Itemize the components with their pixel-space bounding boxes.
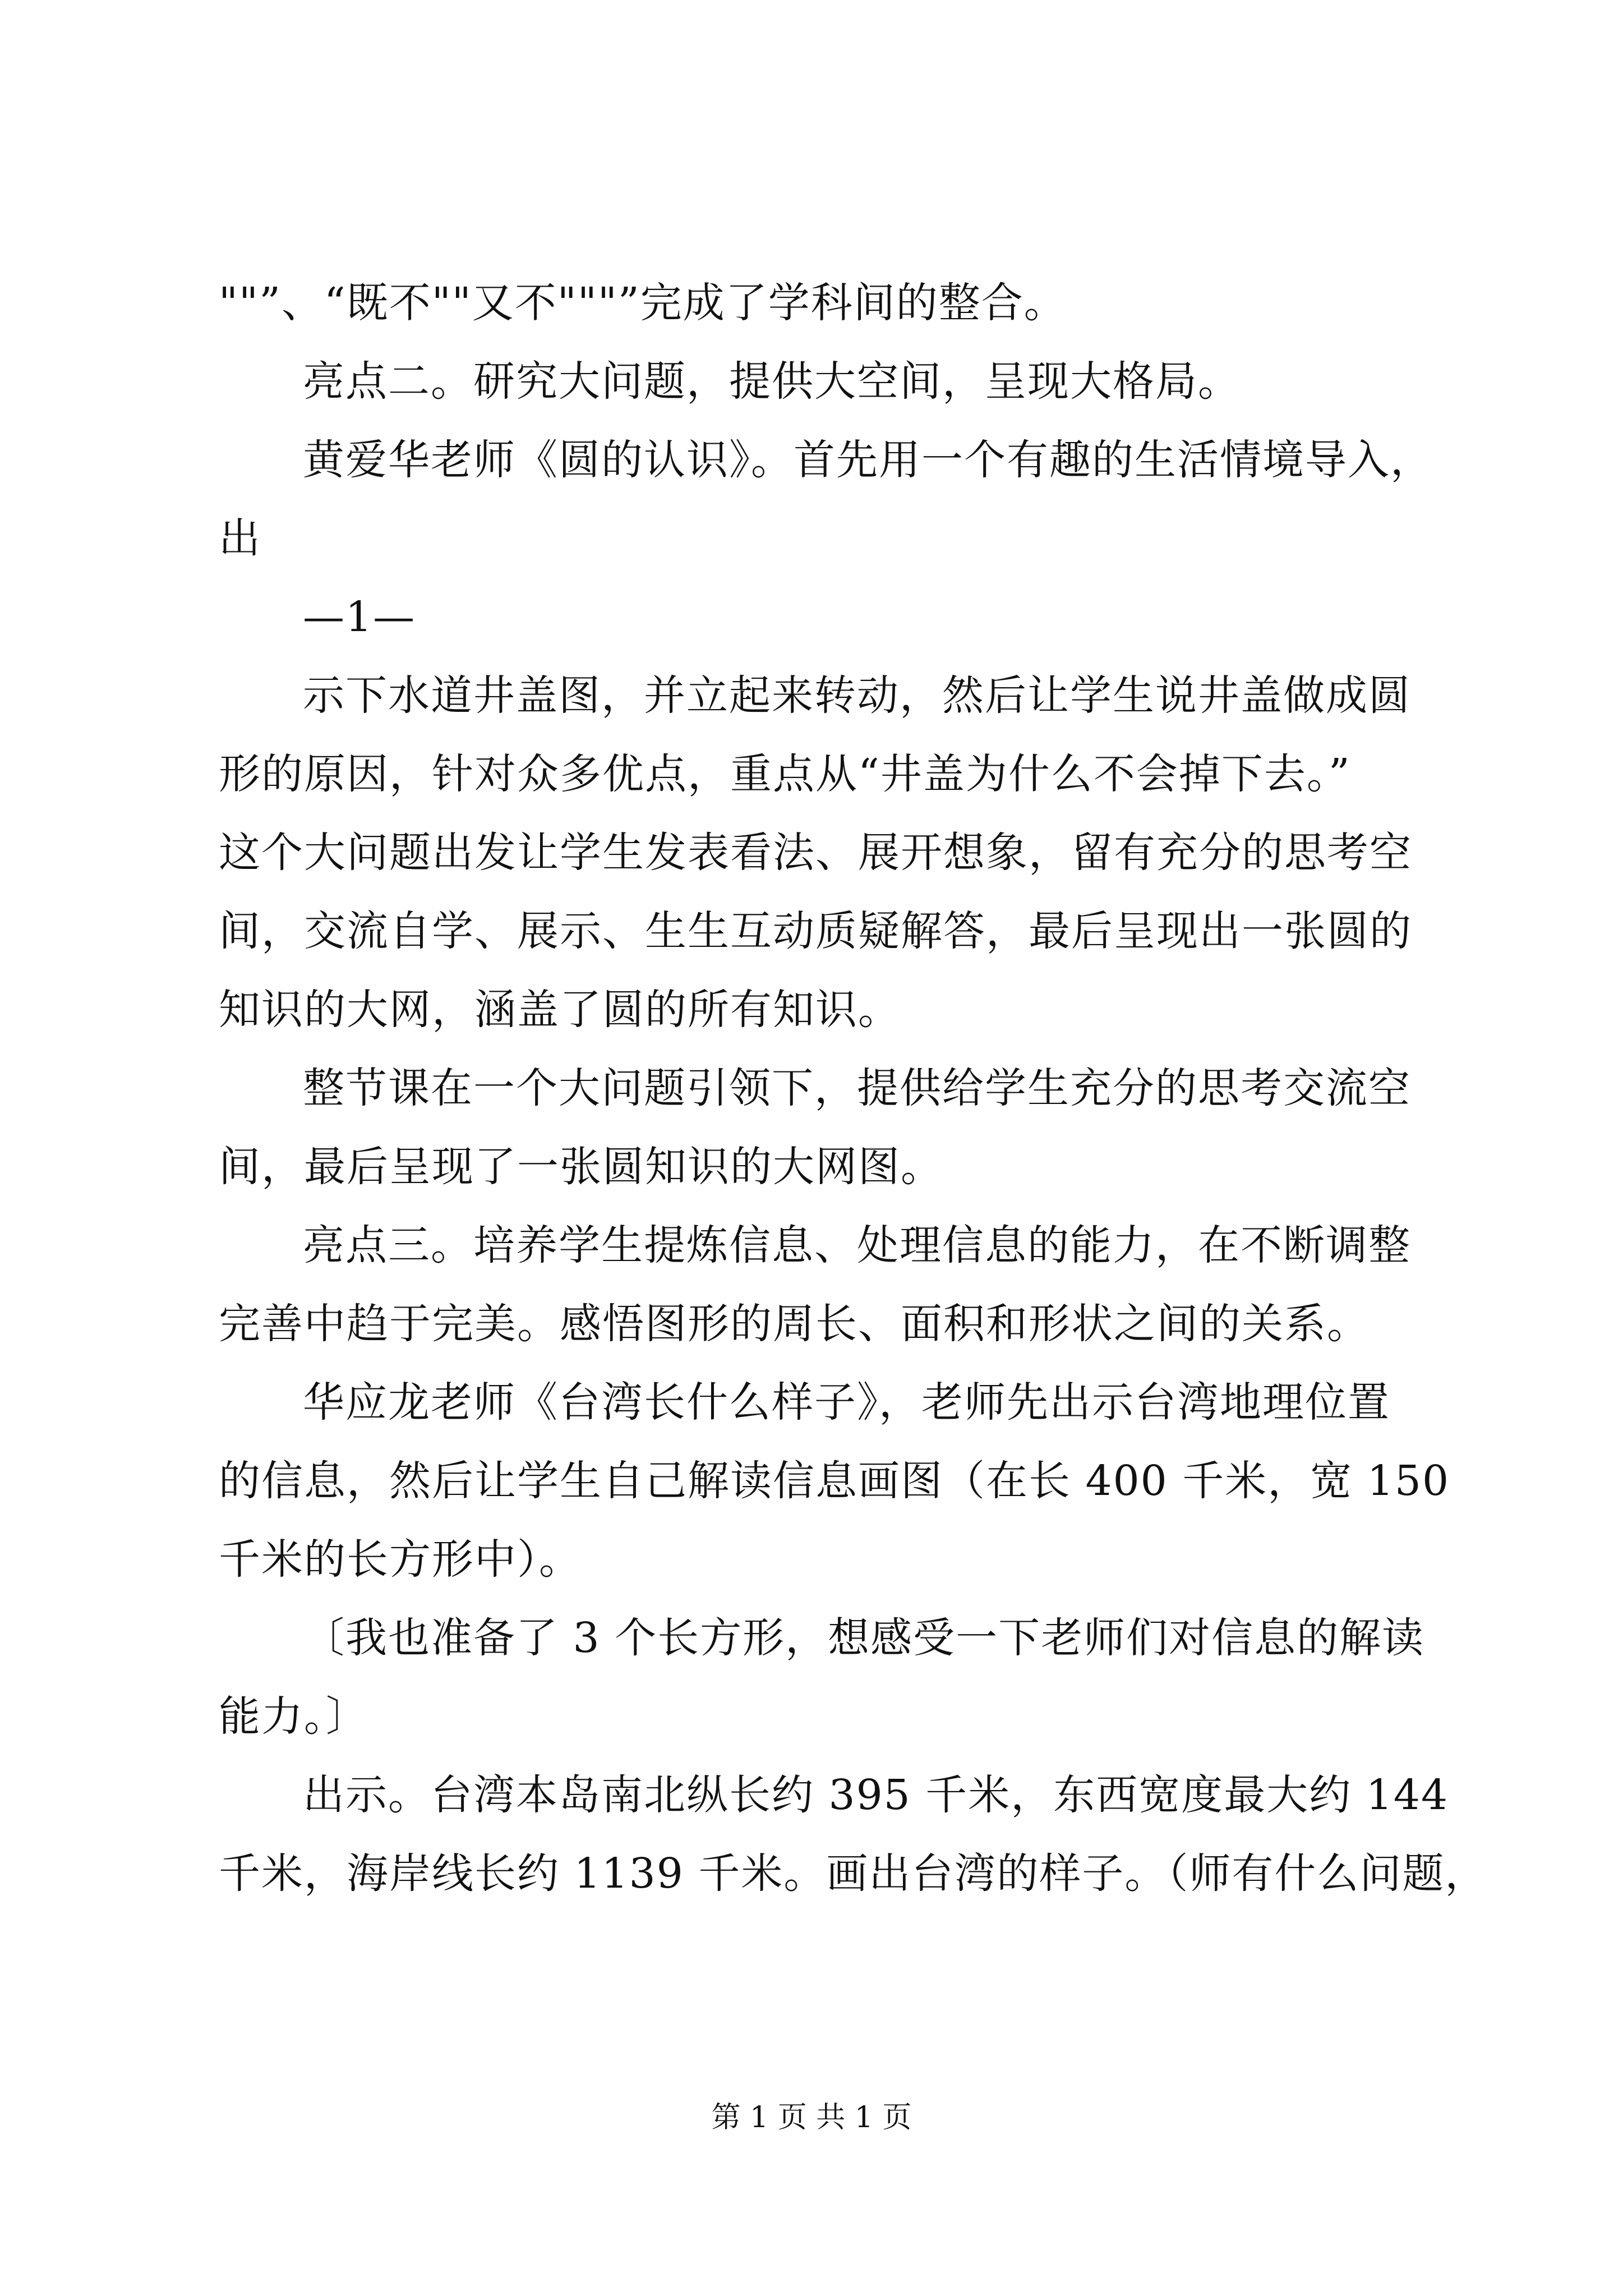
document-body (219, 264, 1488, 1913)
paragraph-line: 知识的大网，涵盖了圆的所有知识。 (219, 986, 901, 1034)
paragraph-line: 〔我也准备了 3 个长方形，想感受一下老师们对信息的解读 (303, 1614, 1425, 1662)
paragraph-line: 示下水道井盖图，并立起来转动，然后让学生说井盖做成圆 (303, 671, 1411, 720)
paragraph-line: 出示。台湾本岛南北纵长约 395 千米，东西宽度最大约 144 (303, 1771, 1449, 1819)
paragraph-line: 亮点二。研究大问题，提供大空间，呈现大格局。 (303, 357, 1241, 406)
page-number-label: 第 1 页 共 1 页 (711, 2101, 912, 2134)
paragraph-line: ""”、“既不""又不"""”完成了学科间的整合。 (219, 279, 1067, 327)
paragraph-line: 能力。〕 (219, 1692, 368, 1741)
paragraph-line: 亮点三。培养学生提炼信息、处理信息的能力，在不断调整 (303, 1221, 1411, 1269)
paragraph-line: 华应龙老师《台湾长什么样子》，老师先出示台湾地理位置 (303, 1378, 1390, 1427)
paragraph-line: 这个大问题出发让学生发表看法、展开想象，留有充分的思考空 (219, 829, 1412, 877)
paragraph-line: 的信息，然后让学生自己解读信息画图（在长 400 千米，宽 150 (219, 1457, 1450, 1505)
page-footer (0, 2098, 1623, 2137)
paragraph-line: 黄爱华老师《圆的认识》。首先用一个有趣的生活情境导入， (303, 436, 1433, 484)
inline-page-marker: —1— (303, 593, 416, 641)
paragraph-line: 间，交流自学、展示、生生互动质疑解答，最后呈现出一张圆的 (219, 907, 1412, 955)
paragraph-line: 完善中趋于完美。感悟图形的周长、面积和形状之间的关系。 (219, 1300, 1370, 1348)
paragraph-line: 间，最后呈现了一张圆知识的大网图。 (219, 1143, 943, 1191)
paragraph-line: 形的原因，针对众多优点，重点从“井盖为什么不会掉下去。” (219, 750, 1351, 798)
paragraph-line: 千米，海岸线长约 1139 千米。画出台湾的样子。（师有什么问题， (219, 1849, 1488, 1898)
paragraph-line: 出 (219, 514, 261, 563)
paragraph-line: 整节课在一个大问题引领下，提供给学生充分的思考交流空 (303, 1064, 1411, 1112)
paragraph-line: 千米的长方形中）。 (219, 1535, 582, 1584)
